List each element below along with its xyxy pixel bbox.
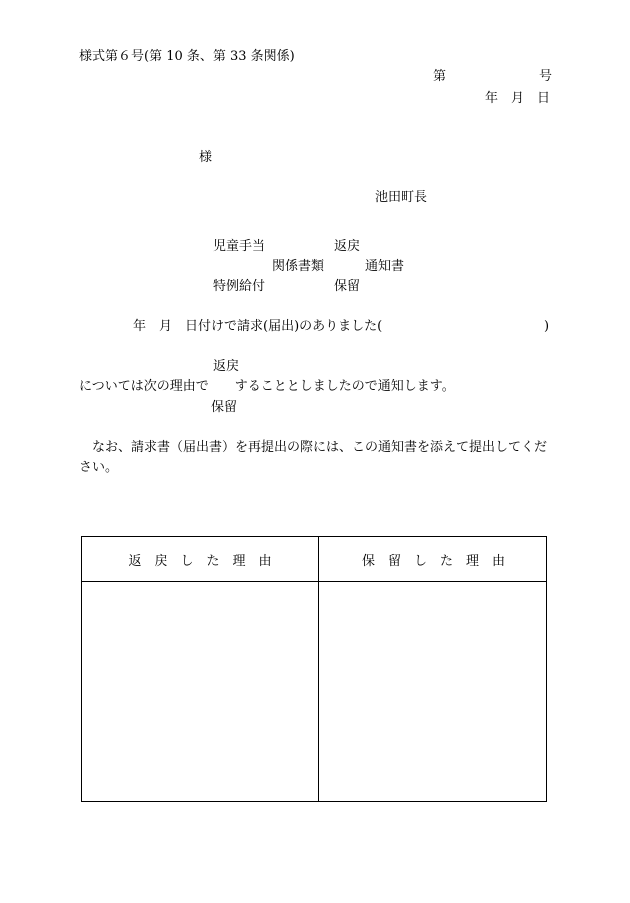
return-reason-header: 返戻した理由 bbox=[128, 553, 285, 569]
issuer-name: 池田町長 bbox=[375, 190, 428, 205]
action-return-option: 返戻 bbox=[213, 359, 240, 374]
option-related-documents: 関係書類 bbox=[272, 259, 325, 274]
option-special-benefit: 特例給付 bbox=[213, 279, 266, 294]
return-reason-cell[interactable] bbox=[82, 582, 318, 801]
reason-statement: については次の理由で することとしましたので通知します。 bbox=[79, 379, 455, 394]
option-return-top: 返戻 bbox=[334, 239, 361, 254]
form-identifier: 様式第６号(第 10 条、第 33 条関係) bbox=[79, 49, 295, 64]
option-notice: 通知書 bbox=[365, 259, 405, 274]
hold-reason-header: 保留した理由 bbox=[361, 553, 518, 569]
date-day: 日 bbox=[537, 91, 551, 106]
date-year: 年 bbox=[485, 91, 499, 106]
resubmission-note bbox=[79, 438, 554, 478]
document-number-suffix: 号 bbox=[539, 69, 553, 84]
date-month: 月 bbox=[511, 91, 525, 106]
note-text: なお、請求書（届出書）を再提出の際には、この通知書を添えて提出してください。 bbox=[79, 440, 548, 475]
request-line-text: 年 月 日付けで請求(届出)のありました( bbox=[133, 319, 383, 334]
option-child-allowance: 児童手当 bbox=[213, 239, 266, 254]
document-number-prefix: 第 bbox=[433, 69, 447, 84]
option-hold-top: 保留 bbox=[334, 279, 361, 294]
issue-date bbox=[485, 92, 550, 105]
action-hold-option: 保留 bbox=[211, 400, 238, 415]
addressee-suffix: 様 bbox=[199, 150, 213, 165]
request-line-close-paren: ) bbox=[544, 319, 550, 334]
reason-table bbox=[81, 536, 547, 802]
hold-reason-cell[interactable] bbox=[319, 582, 546, 801]
